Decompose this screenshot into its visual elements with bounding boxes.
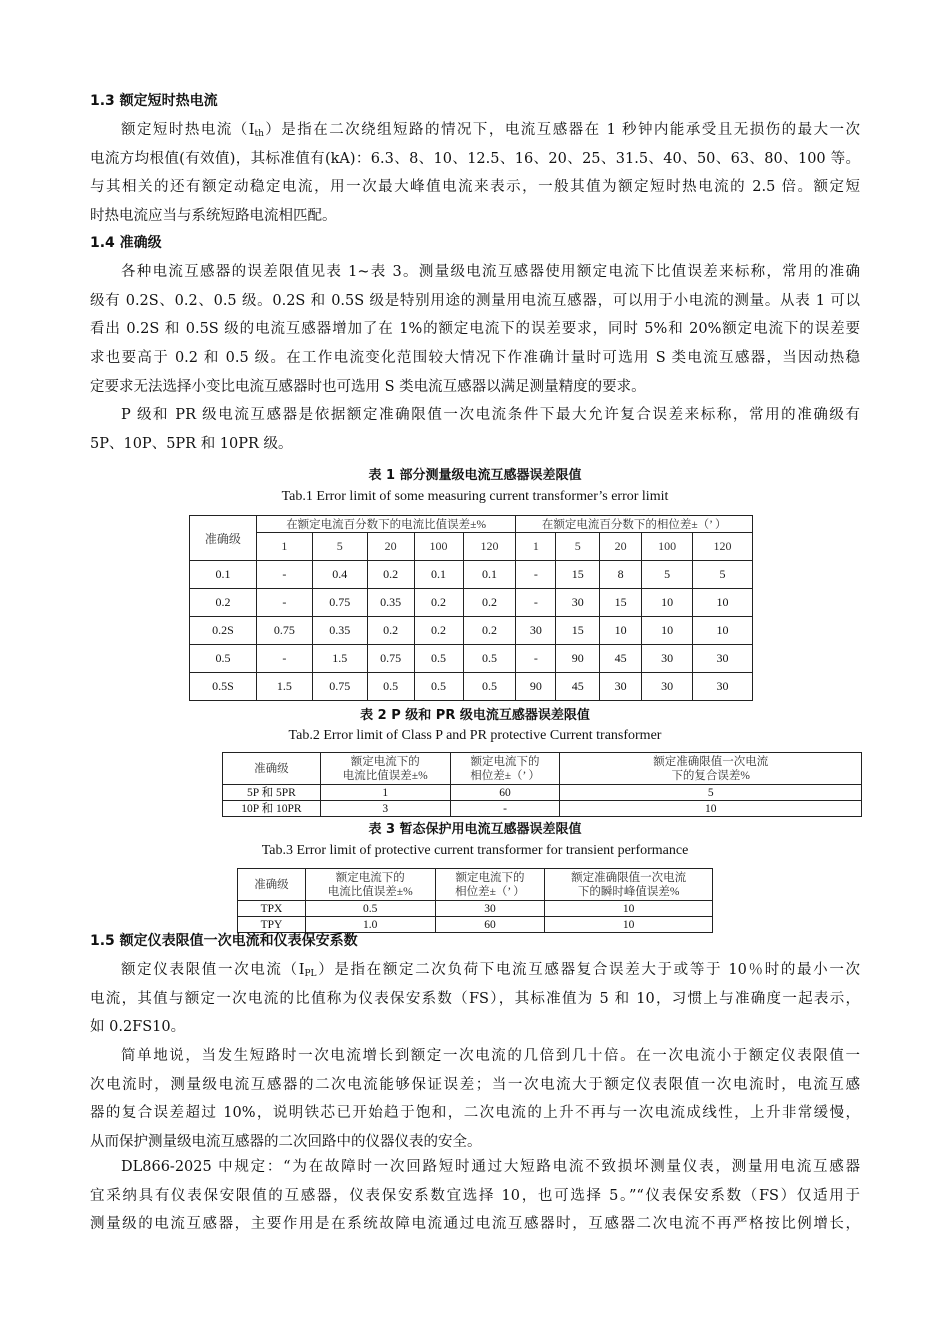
table-cell: 0.4 bbox=[312, 561, 367, 589]
table-cell: 0.35 bbox=[312, 617, 367, 645]
table-cell: 0.75 bbox=[367, 645, 414, 673]
table-row bbox=[223, 785, 862, 801]
table2-caption-zh: 表 2 P 级和 PR 级电流互感器误差限值 bbox=[360, 708, 590, 723]
text-line bbox=[90, 116, 860, 145]
table-cell: 0.5 bbox=[463, 645, 516, 673]
table-cell: 0.75 bbox=[312, 589, 367, 617]
text-line: 求也要高于 0.2 和 0.5 级。在工作电流变化范围较大情况下作准确计量时可选用 S 类电流互感器，当因动热稳 bbox=[90, 350, 860, 367]
text-span: 额定仪表限值一次电流（I bbox=[121, 962, 305, 978]
table-cell: 0.5 bbox=[463, 673, 516, 701]
text-span: ）是指在二次绕组短路的情况下，电流互感器在 1 秒钟内能承受且无损伤的最大一次 bbox=[263, 122, 860, 138]
table-cell: 额定准确限值一次电流 下的瞬时峰值误差% bbox=[545, 869, 713, 901]
table-cell: - bbox=[256, 561, 312, 589]
text-line: 电流方均根值(有效值)，其标准值有(kA)：6.3、8、10、12.5、16、20、25、31.5、40、50、63、80、100 等。 bbox=[90, 150, 860, 167]
table-cell: 20 bbox=[367, 533, 414, 561]
table-cell: 60 bbox=[450, 785, 560, 801]
table-cell: 15 bbox=[600, 589, 642, 617]
table-cell: 10 bbox=[642, 617, 693, 645]
table-cell: 45 bbox=[600, 645, 642, 673]
table-cell: 1.0 bbox=[305, 917, 435, 933]
section-heading-1-3: 1.3 额定短时热电流 bbox=[90, 93, 218, 109]
text-line: 各种电流互感器的误差限值见表 1~表 3。测量级电流互感器使用额定电流下比值误差来标称，常用的准确 bbox=[121, 264, 860, 280]
table-cell: 0.1 bbox=[463, 561, 516, 589]
table-cell: 0.5 bbox=[414, 645, 463, 673]
paragraph bbox=[90, 956, 860, 1042]
text-line: 器的复合误差超过 10%，说明铁芯已开始趋于饱和，二次电流的上升不再与一次电流成线性，上升非常缓慢， bbox=[90, 1105, 860, 1122]
table-cell: - bbox=[516, 645, 556, 673]
table-cell: 3 bbox=[320, 801, 450, 817]
text-line: 宜采纳具有仪表保安限值的互感器，仪表保安系数宜选择 10，也可选择 5。”“仪表保安系数（FS）仅适用于 bbox=[90, 1187, 860, 1204]
table-cell: 0.5 bbox=[305, 901, 435, 917]
table-cell: 10 bbox=[600, 617, 642, 645]
table-cell: 0.1 bbox=[190, 561, 257, 589]
table-cell: 5 bbox=[560, 785, 862, 801]
text-line: 与其相关的还有额定动稳定电流，用一次最大峰值电流来表示，一般其值为额定短时热电流的 2.5 倍。额定短 bbox=[90, 179, 860, 196]
table-cell: 10P 和 10PR bbox=[223, 801, 321, 817]
text-span: 额定短时热电流（I bbox=[121, 122, 255, 138]
text-line: DL866-2025 中规定：“为在故障时一次回路短时通过大短路电流不致损坏测量仪表，测量用电流互感器 bbox=[121, 1159, 860, 1175]
text-line: 看出 0.2S 和 0.5S 级的电流互感器增加了在 1%的额定电流下的误差要求，同时 5%和 20%额定电流下的误差要 bbox=[90, 321, 860, 338]
table-cell: 0.1 bbox=[414, 561, 463, 589]
table-cell: 0.35 bbox=[367, 589, 414, 617]
text-line bbox=[90, 956, 860, 985]
table-cell: 45 bbox=[556, 673, 600, 701]
table-cell: 准确级 bbox=[238, 869, 306, 901]
table-2 bbox=[222, 752, 862, 817]
table-cell: 0.2 bbox=[367, 561, 414, 589]
table-group-header: 在额定电流百分数下的相位差±（’ ） bbox=[516, 516, 753, 533]
table-cell: 0.2 bbox=[463, 617, 516, 645]
table-cell: 额定准确限值一次电流 下的复合误差% bbox=[560, 753, 862, 785]
table-cell: 8 bbox=[600, 561, 642, 589]
table-cell: 额定电流下的 相位差±（’ ） bbox=[450, 753, 560, 785]
paragraph bbox=[90, 1153, 860, 1239]
table-cell: 30 bbox=[600, 673, 642, 701]
table-cell: 10 bbox=[545, 901, 713, 917]
table-cell: 10 bbox=[642, 589, 693, 617]
table-cell: 0.2 bbox=[463, 589, 516, 617]
paragraph bbox=[90, 401, 860, 458]
table-cell: 5 bbox=[693, 561, 753, 589]
table-cell: 30 bbox=[693, 673, 753, 701]
table-cell: 120 bbox=[693, 533, 753, 561]
table-cell: 15 bbox=[556, 617, 600, 645]
table-cell: 0.5 bbox=[414, 673, 463, 701]
table-cell: 100 bbox=[642, 533, 693, 561]
table-cell: 120 bbox=[463, 533, 516, 561]
text-line: 级有 0.2S、0.2、0.5 级。0.2S 和 0.5S 级是特别用途的测量用电流互感器，可以用于小电流的测量。从表 1 可以 bbox=[90, 292, 860, 309]
table1-caption-en: Tab.1 Error limit of some measuring current transformer’s error limit bbox=[281, 489, 669, 504]
table-row bbox=[238, 901, 713, 917]
table-cell: 0.75 bbox=[312, 673, 367, 701]
text-line: P 级和 PR 级电流互感器是依据额定准确限值一次电流条件下最大允许复合误差来标称，常用的准确级有 bbox=[121, 407, 860, 423]
text-span: ）是指在额定二次负荷下电流互感器复合误差大于或等于 10％时的最小一次 bbox=[316, 962, 860, 978]
table-group-header: 在额定电流百分数下的电流比值误差±% bbox=[256, 516, 516, 533]
table2-caption-en: Tab.2 Error limit of Class P and PR protective Current transformer bbox=[288, 728, 662, 743]
table-cell: 0.2 bbox=[190, 589, 257, 617]
table-cell: 额定电流下的 相位差±（’ ） bbox=[435, 869, 545, 901]
subscript: th bbox=[254, 129, 264, 139]
paragraph bbox=[90, 1042, 860, 1157]
table-cell: 30 bbox=[693, 645, 753, 673]
table-cell: 1 bbox=[256, 533, 312, 561]
table-cell: TPX bbox=[238, 901, 306, 917]
table-cell: 0.5S bbox=[190, 673, 257, 701]
table-header: 准确级 bbox=[190, 516, 257, 561]
table-cell: 0.2 bbox=[414, 617, 463, 645]
table-cell: 30 bbox=[556, 589, 600, 617]
table-3 bbox=[237, 868, 713, 933]
paragraph bbox=[90, 258, 860, 401]
table-1 bbox=[189, 515, 753, 701]
table-cell: 30 bbox=[642, 645, 693, 673]
text-line: 电流，其值与额定一次电流的比值称为仪表保安系数（FS），其标准值为 5 和 10，习惯上与准确度一起表示， bbox=[90, 990, 860, 1007]
table-cell: 0.2 bbox=[414, 589, 463, 617]
table-row bbox=[190, 673, 753, 701]
table-cell: 100 bbox=[414, 533, 463, 561]
table-row bbox=[190, 561, 753, 589]
table-cell: 5 bbox=[312, 533, 367, 561]
table-cell: 15 bbox=[556, 561, 600, 589]
table-cell: 0.5 bbox=[367, 673, 414, 701]
subscript: PL bbox=[304, 969, 317, 979]
table-row bbox=[190, 645, 753, 673]
table-cell: 1.5 bbox=[312, 645, 367, 673]
table3-caption-zh: 表 3 暂态保护用电流互感器误差限值 bbox=[368, 822, 582, 837]
table-cell: 10 bbox=[545, 917, 713, 933]
table-cell: - bbox=[516, 589, 556, 617]
table-cell: 30 bbox=[516, 617, 556, 645]
table-cell: 90 bbox=[516, 673, 556, 701]
table-cell: - bbox=[256, 589, 312, 617]
table-cell: TPY bbox=[238, 917, 306, 933]
table-row bbox=[223, 801, 862, 817]
table-cell: - bbox=[516, 561, 556, 589]
table-row bbox=[190, 617, 753, 645]
table-cell: - bbox=[450, 801, 560, 817]
table-cell: 30 bbox=[435, 901, 545, 917]
section-heading-1-5: 1.5 额定仪表限值一次电流和仪表保安系数 bbox=[90, 933, 358, 949]
table-cell: 1 bbox=[516, 533, 556, 561]
table-cell: 5P 和 5PR bbox=[223, 785, 321, 801]
table-cell: 5 bbox=[642, 561, 693, 589]
table-cell: 准确级 bbox=[223, 753, 321, 785]
table-cell: 0.2S bbox=[190, 617, 257, 645]
table-cell: 0.75 bbox=[256, 617, 312, 645]
table-row bbox=[190, 589, 753, 617]
table-cell: 90 bbox=[556, 645, 600, 673]
table-cell: 30 bbox=[642, 673, 693, 701]
table-cell: 20 bbox=[600, 533, 642, 561]
table-cell: 额定电流下的 电流比值误差±% bbox=[305, 869, 435, 901]
text-line: 次电流时，测量级电流互感器的二次电流能够保证误差；当一次电流大于额定仪表限值一次电流时，电流互感 bbox=[90, 1076, 860, 1093]
section-heading-1-4: 1.4 准确级 bbox=[90, 235, 162, 251]
table-cell: 1 bbox=[320, 785, 450, 801]
table-cell: 10 bbox=[560, 801, 862, 817]
text-line: 如 0.2FS10。 bbox=[90, 1019, 186, 1036]
table1-caption-zh: 表 1 部分测量级电流互感器误差限值 bbox=[368, 468, 582, 483]
table-cell: 5 bbox=[556, 533, 600, 561]
table-cell: 1.5 bbox=[256, 673, 312, 701]
table-cell: 10 bbox=[693, 589, 753, 617]
text-line: 从而保护测量级电流互感器的二次回路中的仪器仪表的安全。 bbox=[90, 1134, 482, 1151]
table-cell: 额定电流下的 电流比值误差±% bbox=[320, 753, 450, 785]
text-line: 定要求无法选择小变比电流互感器时也可选用 S 类电流互感器以满足测量精度的要求。 bbox=[90, 378, 646, 395]
table-cell: 0.5 bbox=[190, 645, 257, 673]
table-cell: - bbox=[256, 645, 312, 673]
table-cell: 0.2 bbox=[367, 617, 414, 645]
text-line: 简单地说，当发生短路时一次电流增长到额定一次电流的几倍到几十倍。在一次电流小于额定仪表限值一 bbox=[121, 1048, 860, 1064]
text-line: 测量级的电流互感器，主要作用是在系统故障电流通过电流互感器时，互感器二次电流不再严格按比例增长， bbox=[90, 1216, 860, 1233]
paragraph bbox=[90, 116, 860, 231]
table3-caption-en: Tab.3 Error limit of protective current transformer for transient performance bbox=[261, 843, 689, 858]
table-cell: 60 bbox=[435, 917, 545, 933]
text-line: 时热电流应当与系统短路电流相匹配。 bbox=[90, 208, 337, 225]
table-cell: 10 bbox=[693, 617, 753, 645]
text-line: 5P、10P、5PR 和 10PR 级。 bbox=[90, 435, 293, 452]
